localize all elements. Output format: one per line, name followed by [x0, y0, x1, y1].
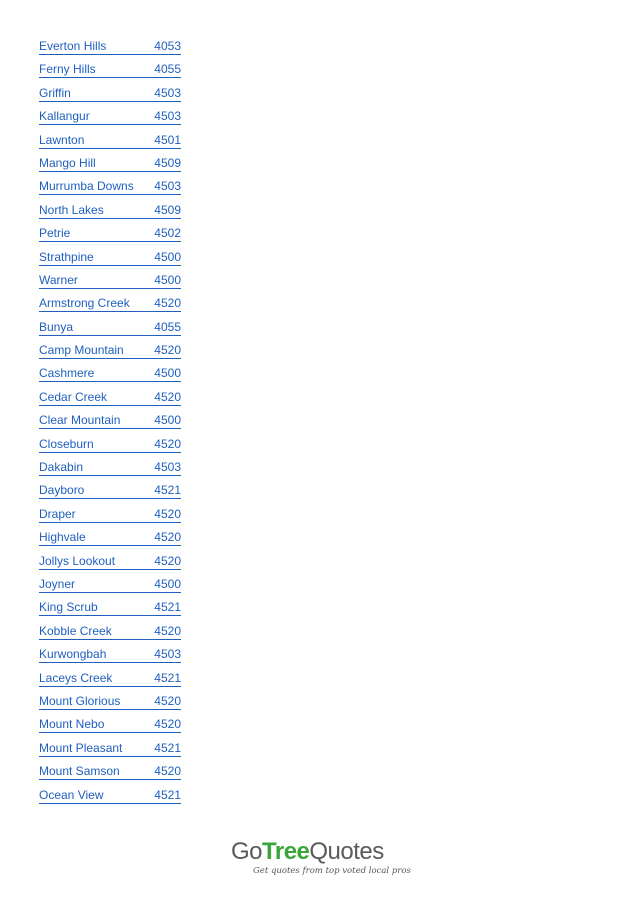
suburb-postcode: 4055 [154, 319, 181, 334]
suburb-postcode: 4500 [154, 249, 181, 264]
suburb-link[interactable] [39, 529, 181, 552]
suburb-link-underline [39, 342, 181, 359]
suburb-postcode: 4503 [154, 179, 181, 194]
suburb-list-item [39, 693, 181, 716]
suburb-link[interactable] [39, 365, 181, 388]
suburb-name: Kobble Creek [39, 623, 112, 638]
suburb-link-underline [39, 155, 181, 172]
suburb-postcode: 4500 [154, 272, 181, 287]
suburb-list-item [39, 61, 181, 84]
suburb-postcode: 4521 [154, 787, 181, 802]
suburb-link[interactable] [39, 61, 181, 84]
suburb-list-item [39, 623, 181, 646]
suburb-name: North Lakes [39, 202, 104, 217]
suburb-link-underline [39, 482, 181, 499]
suburb-link[interactable] [39, 599, 181, 622]
suburb-name: Petrie [39, 226, 71, 241]
suburb-link-underline [39, 61, 181, 78]
suburb-name: Everton Hills [39, 39, 107, 53]
suburb-link[interactable] [39, 623, 181, 646]
suburb-link-underline [39, 319, 181, 336]
suburb-list-item [39, 763, 181, 786]
suburb-name: Bunya [39, 319, 74, 334]
suburb-link-underline [39, 506, 181, 523]
suburb-link[interactable] [39, 342, 181, 365]
suburb-link-underline [39, 670, 181, 687]
suburb-name: Joyner [39, 576, 76, 591]
suburb-link[interactable] [39, 740, 181, 763]
suburb-list [39, 38, 181, 810]
suburb-link-underline [39, 787, 181, 804]
suburb-name: Ferny Hills [39, 62, 96, 77]
suburb-name: Highvale [39, 530, 86, 545]
suburb-link[interactable] [39, 412, 181, 435]
suburb-postcode: 4503 [154, 109, 181, 124]
suburb-link-underline [39, 553, 181, 570]
suburb-postcode: 4520 [154, 553, 181, 568]
suburb-link-underline [39, 763, 181, 780]
suburb-postcode: 4509 [154, 155, 181, 170]
suburb-link[interactable] [39, 155, 181, 178]
suburb-link-underline [39, 272, 181, 289]
suburb-postcode: 4520 [154, 530, 181, 545]
suburb-list-item [39, 202, 181, 225]
suburb-name: Mount Samson [39, 764, 120, 779]
suburb-name: Kallangur [39, 109, 90, 124]
suburb-name: Murrumba Downs [39, 179, 134, 194]
suburb-link[interactable] [39, 459, 181, 482]
suburb-link-underline [39, 459, 181, 476]
logo-tree-text: Tree [262, 838, 310, 865]
suburb-name: Armstrong Creek [39, 296, 130, 311]
suburb-link-underline [39, 436, 181, 453]
suburb-link-underline [39, 38, 181, 55]
suburb-link-underline [39, 716, 181, 733]
suburb-link[interactable] [39, 506, 181, 529]
suburb-postcode: 4500 [154, 413, 181, 428]
suburb-postcode: 4520 [154, 343, 181, 358]
suburb-postcode: 4521 [154, 670, 181, 685]
suburb-name: Ocean View [39, 787, 104, 802]
suburb-postcode: 4520 [154, 436, 181, 451]
suburb-postcode: 4500 [154, 366, 181, 381]
suburb-list-item [39, 670, 181, 693]
logo-quotes-text: Quotes [309, 838, 384, 865]
suburb-list-item [39, 787, 181, 810]
suburb-list-item [39, 529, 181, 552]
suburb-link-underline [39, 132, 181, 149]
suburb-list-item [39, 389, 181, 412]
suburb-postcode: 4520 [154, 296, 181, 311]
suburb-name: Closeburn [39, 436, 94, 451]
suburb-name: Mount Nebo [39, 717, 105, 732]
suburb-list-item [39, 459, 181, 482]
suburb-name: Mount Pleasant [39, 740, 123, 755]
suburb-link-underline [39, 202, 181, 219]
suburb-name: Mount Glorious [39, 693, 121, 708]
suburb-list-item [39, 38, 181, 61]
suburb-link-underline [39, 108, 181, 125]
suburb-name: Mango Hill [39, 155, 96, 170]
suburb-list-item [39, 482, 181, 505]
suburb-link-underline [39, 389, 181, 406]
suburb-link[interactable] [39, 319, 181, 342]
suburb-link[interactable] [39, 646, 181, 669]
suburb-link-underline [39, 599, 181, 616]
suburb-link-underline [39, 85, 181, 102]
suburb-link[interactable] [39, 38, 181, 61]
suburb-name: Griffin [39, 85, 71, 100]
suburb-link[interactable] [39, 225, 181, 248]
suburb-list-item [39, 272, 181, 295]
suburb-postcode: 4520 [154, 693, 181, 708]
suburb-link[interactable] [39, 787, 181, 810]
suburb-list-item [39, 225, 181, 248]
suburb-list-item [39, 319, 181, 342]
suburb-link-underline [39, 623, 181, 640]
suburb-link-underline [39, 740, 181, 757]
suburb-link-underline [39, 693, 181, 710]
logo-tagline: Get quotes from top voted local pros [253, 866, 411, 876]
suburb-postcode: 4520 [154, 764, 181, 779]
suburb-name: Laceys Creek [39, 670, 113, 685]
suburb-list-item [39, 178, 181, 201]
suburb-postcode: 4509 [154, 202, 181, 217]
suburb-list-item [39, 716, 181, 739]
suburb-name: Jollys Lookout [39, 553, 116, 568]
suburb-postcode: 4521 [154, 600, 181, 615]
suburb-name: Strathpine [39, 249, 94, 264]
suburb-link[interactable] [39, 576, 181, 599]
suburb-link[interactable] [39, 249, 181, 272]
suburb-postcode: 4520 [154, 506, 181, 521]
suburb-postcode: 4520 [154, 623, 181, 638]
suburb-name: Lawnton [39, 132, 85, 147]
suburb-postcode: 4053 [154, 39, 181, 53]
suburb-link[interactable] [39, 132, 181, 155]
suburb-list-item [39, 576, 181, 599]
logo-go-text: Go [231, 838, 263, 865]
suburb-postcode: 4503 [154, 85, 181, 100]
suburb-list-item [39, 412, 181, 435]
suburb-link-underline [39, 365, 181, 382]
suburb-postcode: 4503 [154, 460, 181, 475]
suburb-postcode: 4055 [154, 62, 181, 77]
suburb-link-underline [39, 646, 181, 663]
suburb-postcode: 4520 [154, 389, 181, 404]
suburb-list-item [39, 365, 181, 388]
suburb-name: Draper [39, 506, 76, 521]
suburb-list-item [39, 740, 181, 763]
suburb-list-item [39, 553, 181, 576]
suburb-postcode: 4500 [154, 576, 181, 591]
suburb-link-underline [39, 576, 181, 593]
suburb-postcode: 4520 [154, 717, 181, 732]
suburb-link-underline [39, 529, 181, 546]
suburb-list-item [39, 342, 181, 365]
suburb-link[interactable] [39, 178, 181, 201]
suburb-link[interactable] [39, 670, 181, 693]
suburb-list-item [39, 295, 181, 318]
suburb-name: Dayboro [39, 483, 85, 498]
suburb-list-item [39, 108, 181, 131]
suburb-list-item [39, 436, 181, 459]
suburb-name: Cashmere [39, 366, 95, 381]
suburb-postcode: 4521 [154, 483, 181, 498]
suburb-name: Dakabin [39, 460, 84, 475]
suburb-link[interactable] [39, 693, 181, 716]
suburb-link-underline [39, 178, 181, 195]
suburb-list-item [39, 599, 181, 622]
suburb-name: Kurwongbah [39, 647, 107, 662]
suburb-name: King Scrub [39, 600, 98, 615]
suburb-link[interactable] [39, 482, 181, 505]
suburb-name: Cedar Creek [39, 389, 108, 404]
suburb-postcode: 4521 [154, 740, 181, 755]
suburb-link-underline [39, 295, 181, 312]
suburb-link[interactable] [39, 295, 181, 318]
suburb-list-item [39, 155, 181, 178]
suburb-link[interactable] [39, 553, 181, 576]
suburb-list-item [39, 132, 181, 155]
suburb-link-underline [39, 412, 181, 429]
suburb-name: Warner [39, 272, 78, 287]
suburb-link-underline [39, 249, 181, 266]
suburb-link[interactable] [39, 272, 181, 295]
suburb-list-item [39, 249, 181, 272]
gotreequotes-logo [231, 838, 411, 883]
suburb-list-item [39, 646, 181, 669]
suburb-link[interactable] [39, 763, 181, 786]
suburb-list-item [39, 506, 181, 529]
suburb-link[interactable] [39, 436, 181, 459]
suburb-postcode: 4502 [154, 226, 181, 241]
suburb-link[interactable] [39, 108, 181, 131]
suburb-postcode: 4503 [154, 647, 181, 662]
suburb-name: Clear Mountain [39, 413, 121, 428]
suburb-link[interactable] [39, 716, 181, 739]
logo-wordmark [231, 838, 406, 866]
suburb-postcode: 4501 [154, 132, 181, 147]
suburb-name: Camp Mountain [39, 343, 124, 358]
suburb-link[interactable] [39, 389, 181, 412]
suburb-link[interactable] [39, 85, 181, 108]
suburb-link-underline [39, 225, 181, 242]
suburb-list-item [39, 85, 181, 108]
suburb-link[interactable] [39, 202, 181, 225]
